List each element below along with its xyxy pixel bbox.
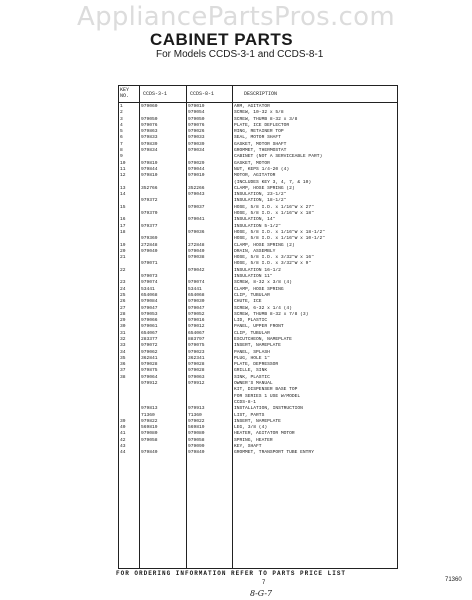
ccds-3-1-part-cell: 362841 xyxy=(141,355,158,361)
description-cell: NUT, KEPS 1/4-20 (4) xyxy=(234,166,290,172)
ccds-3-1-part-cell: 979813 xyxy=(141,406,158,412)
description-cell: MOTOR, AGITATOR xyxy=(234,173,276,179)
ccds-3-1-part-cell: 979369 xyxy=(141,236,158,242)
ccds-3-1-part-cell: 979822 xyxy=(141,418,158,424)
page-subtitle: For Models CCDS-3-1 and CCDS-8-1 xyxy=(156,49,324,60)
key-cell: 22 xyxy=(120,267,126,273)
description-cell: GROMMET, TRANSPORT TUBE ENTRY xyxy=(234,450,314,456)
ccds-3-1-part-cell: 979062 xyxy=(141,349,158,355)
ccds-8-1-part-cell: 979052 xyxy=(188,311,205,317)
key-cell: 32 xyxy=(120,336,126,342)
ccds-8-1-part-cell: 979041 xyxy=(188,217,205,223)
key-cell: 2 xyxy=(120,110,123,116)
key-cell: 38 xyxy=(120,374,126,380)
key-cell: 24 xyxy=(120,286,126,292)
description-cell: CLAMP, HOSE SPRING (2) xyxy=(234,242,295,248)
ccds-8-1-part-cell: 979047 xyxy=(188,305,205,311)
description-cell: HOSE, 5/8 I.D. x 1/16"W x 10-1/2" xyxy=(234,236,325,242)
ccds-3-1-part-cell: 979912 xyxy=(141,381,158,387)
ccds-3-1-part-cell: 979370 xyxy=(141,211,158,217)
ccds-3-1-part-cell: 979875 xyxy=(141,368,158,374)
description-cell: HOSE, 5/8 I.D. x 1/16"W x 18-1/2" xyxy=(234,229,325,235)
description-cell: INSULATION 11" xyxy=(234,274,273,280)
key-cell: 44 xyxy=(120,450,126,456)
ccds-8-1-part-cell: 979063 xyxy=(188,374,205,380)
ccds-3-1-part-cell: 272848 xyxy=(141,242,158,248)
key-cell: 29 xyxy=(120,318,126,324)
description-cell: CABINET (NOT A SERVICEABLE PART) xyxy=(234,154,323,160)
header-ccds-3-1: CCDS-3-1 xyxy=(143,91,168,97)
key-cell: 42 xyxy=(120,437,126,443)
description-cell: SEAL, MOTOR SHAFT xyxy=(234,135,281,141)
description-cell: LEG, 3/8 (4) xyxy=(234,425,268,431)
key-cell: 31 xyxy=(120,330,126,336)
description-cell: CCDS-8-1 xyxy=(234,399,257,405)
ccds-8-1-part-cell: 979058 xyxy=(188,437,205,443)
description-cell: RING, RETAINER TOP xyxy=(234,129,284,135)
description-cell: GRILLE, SINK xyxy=(234,368,268,374)
key-cell: 19 xyxy=(120,242,126,248)
ccds-8-1-part-cell: 979010 xyxy=(188,173,205,179)
description-cell: INSULATION, 23-1/2" xyxy=(234,192,287,198)
description-cell: KIT, DISPENSER BASE TOP xyxy=(234,387,298,393)
ccds-3-1-part-cell: 53441 xyxy=(141,286,155,292)
table-header xyxy=(119,86,397,103)
ccds-3-1-part-cell: 979058 xyxy=(141,437,158,443)
ccds-8-1-part-cell: 979099 xyxy=(188,444,205,450)
ccds-8-1-part-cell: 71360 xyxy=(188,412,202,418)
ccds-8-1-part-cell: 979043 xyxy=(188,192,205,198)
description-cell: GROMMET, THERMOSTAT xyxy=(234,148,287,154)
ccds-3-1-part-cell: 979844 xyxy=(141,166,158,172)
description-cell: CLAMP, HOSE SPRING xyxy=(234,286,284,292)
key-cell: 20 xyxy=(120,248,126,254)
description-cell: HEATER, AGITATOR MOTOR xyxy=(234,431,295,437)
page-title: CABINET PARTS xyxy=(150,30,294,49)
key-cell: 7 xyxy=(120,141,123,147)
description-cell: FOR SERIES 1 USE W/MODEL xyxy=(234,393,301,399)
ccds-8-1-part-cell: 362341 xyxy=(188,355,205,361)
key-cell: 40 xyxy=(120,425,126,431)
ccds-8-1-part-cell: 979042 xyxy=(188,267,205,273)
ccds-3-1-part-cell: 979074 xyxy=(141,280,158,286)
key-cell: 5 xyxy=(120,129,123,135)
ccds-8-1-part-cell: 979076 xyxy=(188,122,205,128)
description-cell: DRAIN, ASSEMBLY xyxy=(234,248,276,254)
key-cell: 28 xyxy=(120,311,126,317)
description-cell: PLATE, DEPRESSOR xyxy=(234,362,279,368)
key-cell: 17 xyxy=(120,223,126,229)
ccds-8-1-part-cell: 352266 xyxy=(188,185,205,191)
description-cell: SPRING, HEATER xyxy=(234,437,273,443)
ccds-3-1-part-cell: 979076 xyxy=(141,122,158,128)
key-cell: 41 xyxy=(120,431,126,437)
ccds-3-1-part-cell: 979084 xyxy=(141,299,158,305)
ccds-3-1-part-cell: 979071 xyxy=(141,261,158,267)
ccds-3-1-part-cell: 979028 xyxy=(141,362,158,368)
ccds-3-1-part-cell: 979834 xyxy=(141,148,158,154)
header-description: DESCRIPTION xyxy=(244,91,278,97)
description-cell: HOSE, 5/8 I.D. x 1/16"W x 18" xyxy=(234,211,314,217)
ccds-3-1-part-cell: 979839 xyxy=(141,141,158,147)
key-cell: 26 xyxy=(120,299,126,305)
ccds-8-1-part-cell: 654068 xyxy=(188,292,205,298)
description-cell: CLIP, TUBULAR xyxy=(234,292,270,298)
key-cell: 25 xyxy=(120,292,126,298)
ccds-3-1-part-cell: 979080 xyxy=(141,431,158,437)
ccds-3-1-part-cell: 979072 xyxy=(141,343,158,349)
ccds-8-1-part-cell: 979054 xyxy=(188,110,205,116)
ccds-8-1-part-cell: 979074 xyxy=(188,280,205,286)
key-cell: 37 xyxy=(120,368,126,374)
description-cell: CHUTE, ICE xyxy=(234,299,262,305)
key-cell: 11 xyxy=(120,166,126,172)
ccds-3-1-part-cell: 979050 xyxy=(141,116,158,122)
key-cell: 43 xyxy=(120,444,126,450)
description-cell: SCREW, THUMB 8-32 x 7/8 (3) xyxy=(234,311,309,317)
key-cell: 23 xyxy=(120,280,126,286)
ccds-8-1-part-cell: 979037 xyxy=(188,204,205,210)
key-cell: 15 xyxy=(120,204,126,210)
description-cell: HOSE, 5/8 I.D. x 3/32"W x 9" xyxy=(234,261,312,267)
ccds-3-1-part-cell: 979040 xyxy=(141,248,158,254)
ccds-8-1-part-cell: 979039 xyxy=(188,141,205,147)
parts-table xyxy=(118,85,398,569)
ccds-3-1-part-cell: 283377 xyxy=(141,336,158,342)
ccds-8-1-part-cell: 979912 xyxy=(188,381,205,387)
ccds-3-1-part-cell: 654068 xyxy=(141,292,158,298)
ccds-8-1-part-cell: 979026 xyxy=(188,129,205,135)
ccds-8-1-part-cell: 979913 xyxy=(188,406,205,412)
key-cell: 9 xyxy=(120,154,123,160)
ccds-8-1-part-cell: 569819 xyxy=(188,425,205,431)
key-cell: 36 xyxy=(120,362,126,368)
ccds-3-1-part-cell: 979840 xyxy=(141,450,158,456)
description-cell: HOSE, 5/8 I.D. x 1/16"W x 27" xyxy=(234,204,314,210)
ccds-8-1-part-cell: 53441 xyxy=(188,286,202,292)
ccds-8-1-part-cell: 979019 xyxy=(188,104,205,109)
description-cell: PANEL, UPPER FRONT xyxy=(234,324,284,330)
page-number: 7 xyxy=(262,580,266,586)
ccds-8-1-part-cell: 979038 xyxy=(188,255,205,261)
ccds-3-1-part-cell: 979061 xyxy=(141,324,158,330)
description-cell: INSULATION 16-1/2 xyxy=(234,267,281,273)
description-cell: INSTALLATION, INSTRUCTION xyxy=(234,406,303,412)
ccds-8-1-part-cell: 979033 xyxy=(188,135,205,141)
ordering-note: FOR ORDERING INFORMATION REFER TO PARTS PRICE LIST xyxy=(116,570,347,577)
ccds-3-1-part-cell: 979372 xyxy=(141,198,158,204)
description-cell: PLATE, ICE DEFLECTOR xyxy=(234,122,290,128)
description-cell: SCREW, 10-32 x 5/8 xyxy=(234,110,284,116)
ccds-3-1-part-cell: 979863 xyxy=(141,129,158,135)
ccds-8-1-part-cell: 979044 xyxy=(188,166,205,172)
key-cell: 21 xyxy=(120,255,126,261)
ccds-8-1-part-cell: 979075 xyxy=(188,343,205,349)
ccds-3-1-part-cell: 71360 xyxy=(141,412,155,418)
ccds-8-1-part-cell: 979840 xyxy=(188,450,205,456)
key-cell: 39 xyxy=(120,418,126,424)
description-cell: SINK, PLASTIC xyxy=(234,374,270,380)
table-body xyxy=(119,104,397,457)
ccds-8-1-part-cell: 979030 xyxy=(188,299,205,305)
ccds-3-1-part-cell: 979047 xyxy=(141,305,158,311)
ccds-3-1-part-cell: 979819 xyxy=(141,160,158,166)
description-cell: INSULATION 5-1/2" xyxy=(234,223,281,229)
ccds-8-1-part-cell: 979028 xyxy=(188,362,205,368)
ccds-8-1-part-cell: 979036 xyxy=(188,229,205,235)
ccds-8-1-part-cell: 654067 xyxy=(188,330,205,336)
description-cell: KEY, SHAFT xyxy=(234,444,262,450)
description-cell: HOSE, 5/8 I.D. x 3/32"W x 16" xyxy=(234,255,314,261)
ccds-3-1-part-cell: 979053 xyxy=(141,311,158,317)
ccds-8-1-part-cell: 979080 xyxy=(188,431,205,437)
description-cell: INSERT, NAMEPLATE xyxy=(234,343,281,349)
description-cell: LID, PLASTIC xyxy=(234,318,268,324)
document-code: 71360 xyxy=(445,577,462,583)
key-cell: 18 xyxy=(120,229,126,235)
key-cell: 30 xyxy=(120,324,126,330)
ccds-8-1-part-cell: 272848 xyxy=(188,242,205,248)
description-cell: OWNER'S MANUAL xyxy=(234,381,273,387)
header-key: KEY NO. xyxy=(120,87,130,99)
description-cell: INSULATION, 18-1/2" xyxy=(234,198,287,204)
ccds-3-1-part-cell: 979060 xyxy=(141,104,158,109)
key-cell: 34 xyxy=(120,349,126,355)
table-row xyxy=(119,450,397,456)
ccds-8-1-part-cell: 979022 xyxy=(188,418,205,424)
description-cell: GASKET, MOTOR SHAFT xyxy=(234,141,287,147)
ccds-3-1-part-cell: 654067 xyxy=(141,330,158,336)
key-cell: 3 xyxy=(120,116,123,122)
ccds-8-1-part-cell: 979016 xyxy=(188,318,205,324)
ccds-8-1-part-cell: 979040 xyxy=(188,248,205,254)
description-cell: INSULATION, 14" xyxy=(234,217,276,223)
description-cell: PLUG, HOLE 1" xyxy=(234,355,270,361)
description-cell: LIST, PARTS xyxy=(234,412,265,418)
ccds-8-1-part-cell: 979029 xyxy=(188,160,205,166)
ccds-8-1-part-cell: 979023 xyxy=(188,349,205,355)
ccds-3-1-part-cell: 979066 xyxy=(141,318,158,324)
ccds-3-1-part-cell: 979064 xyxy=(141,374,158,380)
description-cell: CLIP, TUBULAR xyxy=(234,330,270,336)
ccds-3-1-part-cell: 979377 xyxy=(141,223,158,229)
ccds-8-1-part-cell: 979012 xyxy=(188,324,205,330)
key-cell: 13 xyxy=(120,185,126,191)
description-cell: ARM, AGITATOR xyxy=(234,104,270,109)
ccds-8-1-part-cell: 979050 xyxy=(188,116,205,122)
key-cell: 16 xyxy=(120,217,126,223)
description-cell: (INCLUDES KEY 3, 4, 7, & 10) xyxy=(234,179,312,185)
description-cell: INSERT, NAMEPLATE xyxy=(234,418,281,424)
key-cell: 6 xyxy=(120,135,123,141)
description-cell: SCREW, 6-32 x 1/4 (4) xyxy=(234,305,292,311)
ccds-3-1-part-cell: 979073 xyxy=(141,274,158,280)
handwritten-note: 8-G-7 xyxy=(250,589,273,598)
key-cell: 12 xyxy=(120,173,126,179)
ccds-8-1-part-cell: 979034 xyxy=(188,148,205,154)
watermark: AppliancePartsPros.com xyxy=(76,2,395,32)
header-ccds-8-1: CCDS-8-1 xyxy=(190,91,215,97)
key-cell: 35 xyxy=(120,355,126,361)
ccds-3-1-part-cell: 979833 xyxy=(141,135,158,141)
description-cell: CLAMP, HOSE SPRING (2) xyxy=(234,185,295,191)
key-cell: 8 xyxy=(120,148,123,154)
description-cell: PANEL, SPLASH xyxy=(234,349,270,355)
key-cell: 4 xyxy=(120,122,123,128)
ccds-3-1-part-cell: 569819 xyxy=(141,425,158,431)
key-cell: 33 xyxy=(120,343,126,349)
key-cell: 14 xyxy=(120,192,126,198)
key-cell: 10 xyxy=(120,160,126,166)
key-cell: 27 xyxy=(120,305,126,311)
ccds-8-1-part-cell: 979028 xyxy=(188,368,205,374)
ccds-3-1-part-cell: 979810 xyxy=(141,173,158,179)
description-cell: GASKET, MOTOR xyxy=(234,160,270,166)
description-cell: SCREW, 8-32 x 3/8 (4) xyxy=(234,280,292,286)
description-cell: ESCUTCHEON, NAMEPLATE xyxy=(234,336,292,342)
ccds-8-1-part-cell: 883797 xyxy=(188,336,205,342)
key-cell: 1 xyxy=(120,104,123,109)
ccds-3-1-part-cell: 352766 xyxy=(141,185,158,191)
description-cell: SCREW, THUMB 8-32 x 3/8 xyxy=(234,116,298,122)
